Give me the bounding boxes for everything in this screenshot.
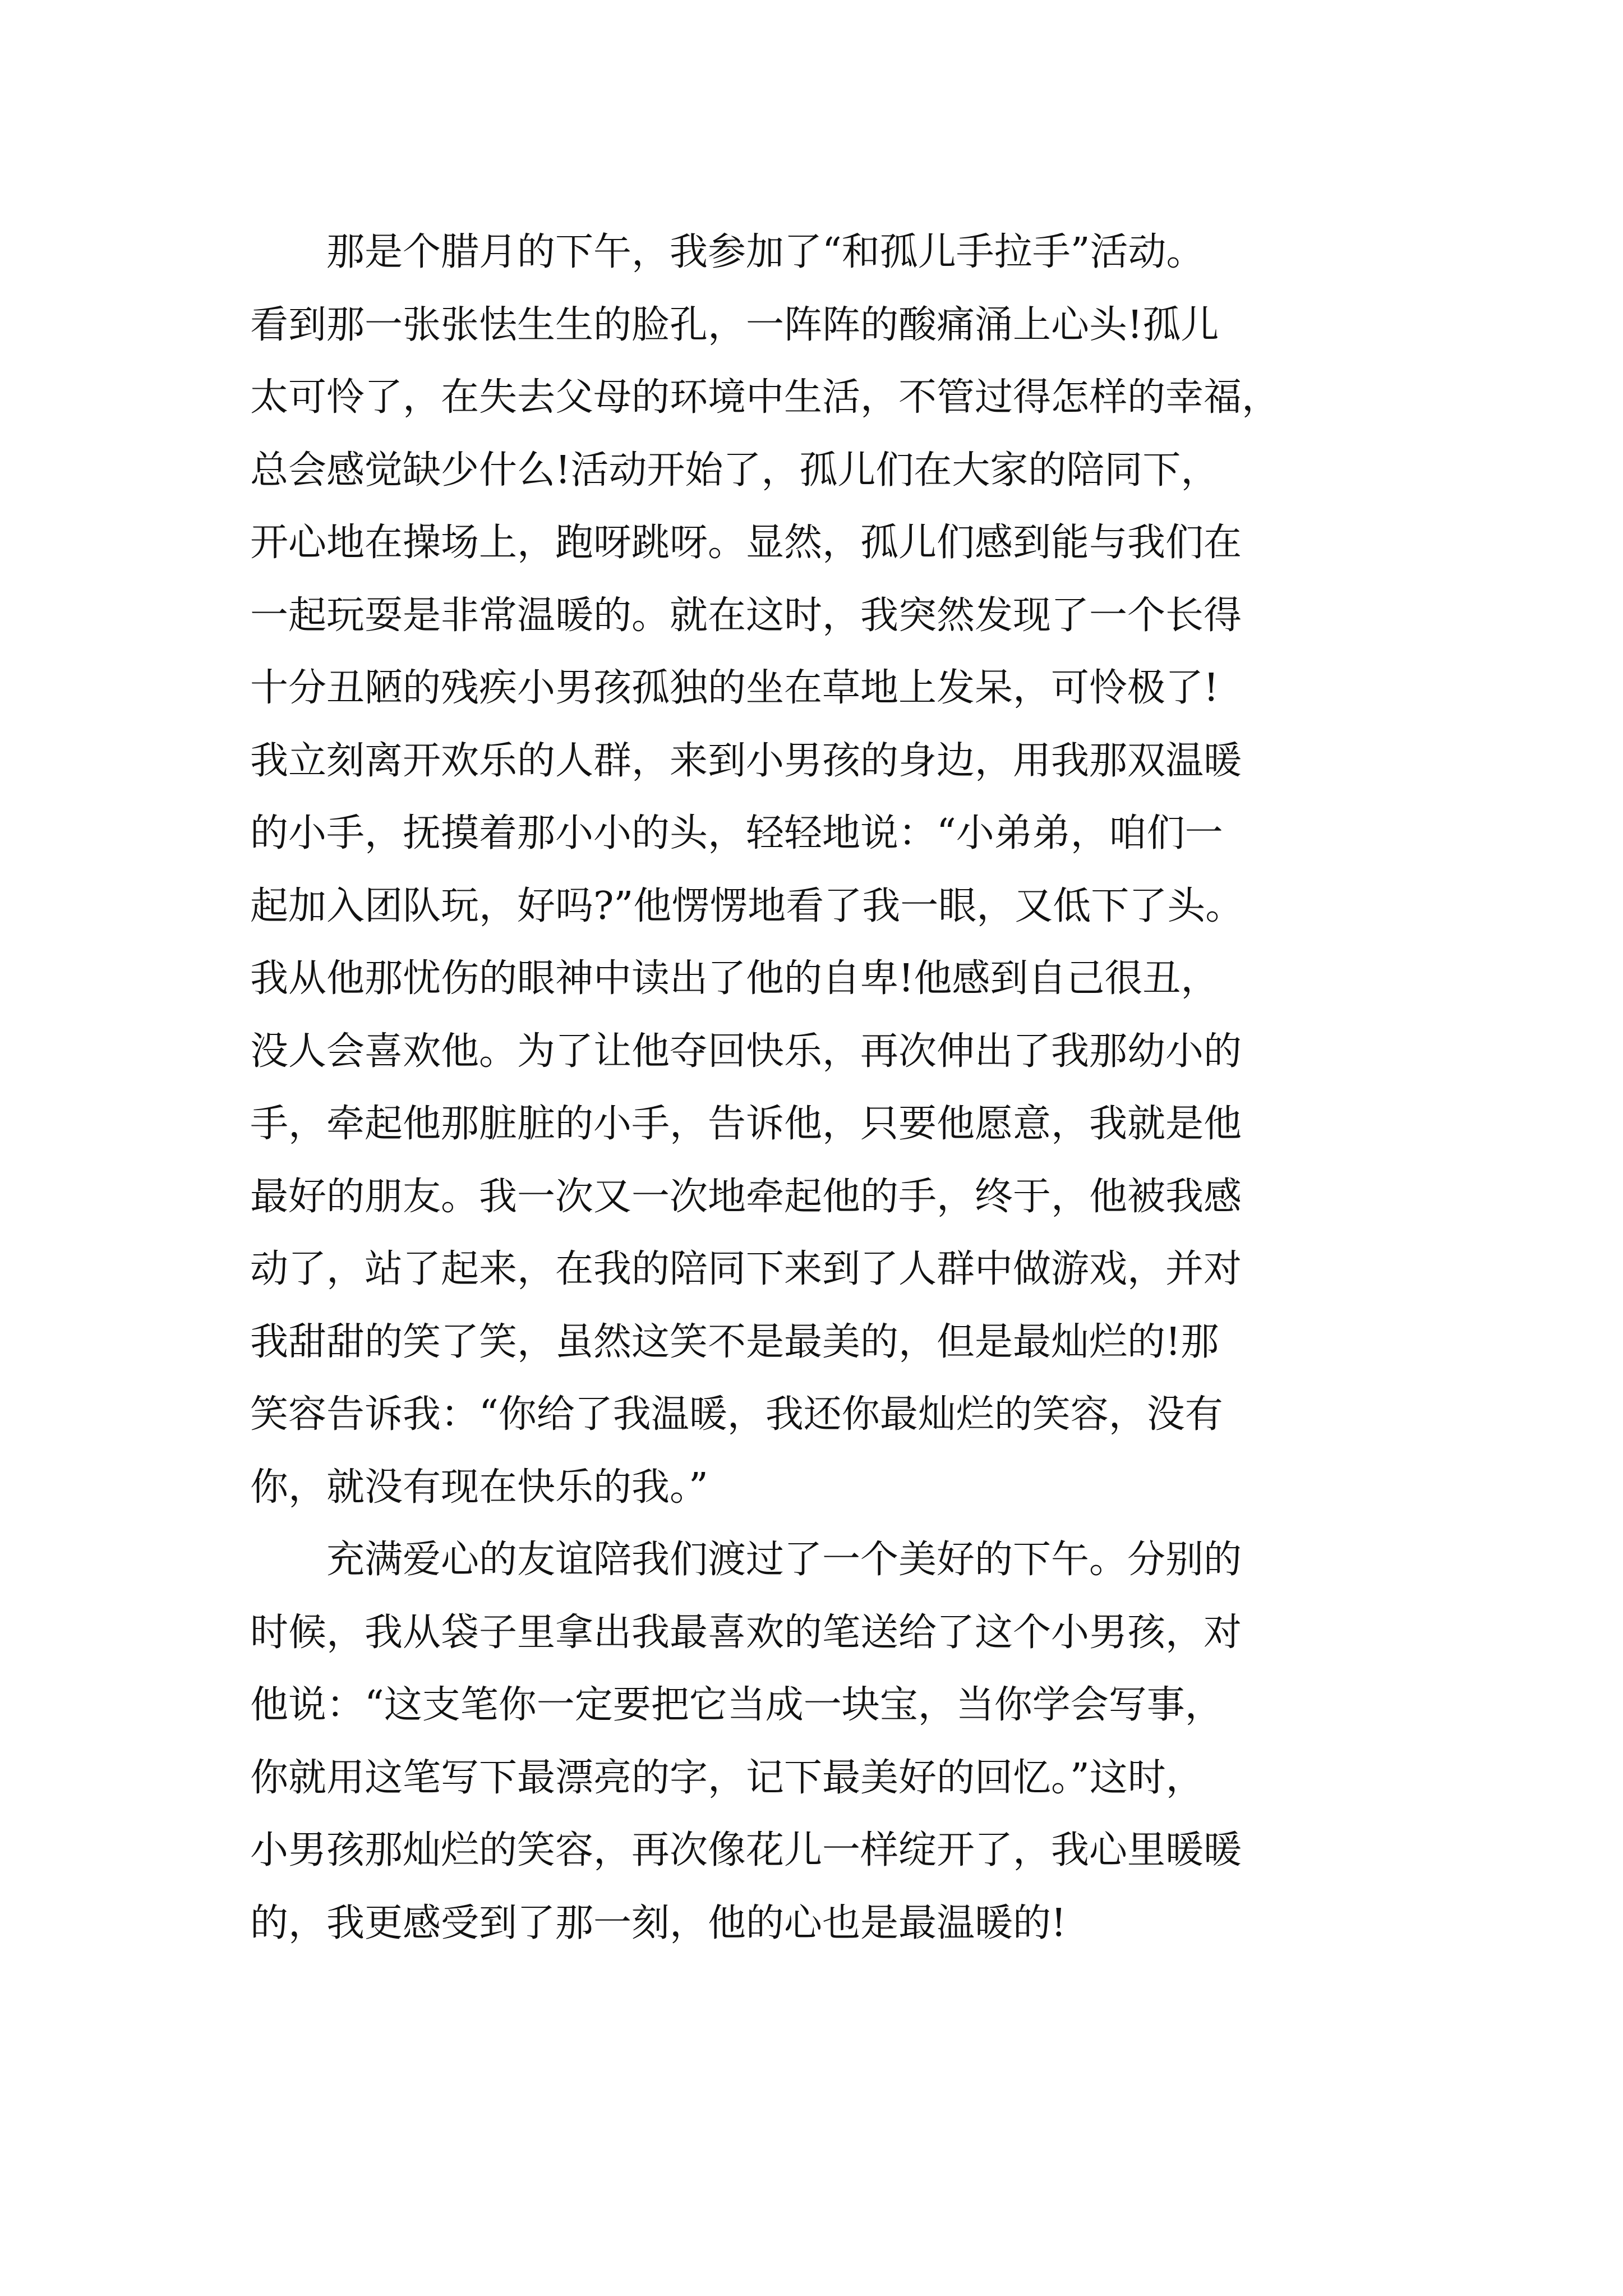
text-line: 看到那一张张怯生生的脸孔，一阵阵的酸痛涌上心头!孤儿 [250, 302, 1219, 347]
text-line: 太可怜了，在失去父母的环境中生活，不管过得怎样的幸福， [250, 375, 1280, 420]
text-line: 那是个腊月的下午，我参加了“和孤儿手拉手”活动。 [326, 230, 1205, 274]
text-line: 没人会喜欢他。为了让他夺回快乐，再次伸出了我那幼小的 [250, 1029, 1242, 1074]
essay-body [250, 216, 1400, 1959]
text-line: 我甜甜的笑了笑，虽然这笑不是最美的，但是最灿烂的!那 [250, 1319, 1219, 1364]
text-line: 开心地在操场上，跑呀跳呀。显然，孤儿们感到能与我们在 [250, 521, 1242, 565]
text-line: 你，就没有现在快乐的我。” [250, 1465, 708, 1510]
text-line: 的，我更感受到了那一刻，他的心也是最温暖的! [250, 1901, 1067, 1945]
text-line: 充满爱心的友谊陪我们渡过了一个美好的下午。分别的 [326, 1538, 1242, 1582]
text-line: 笑容告诉我：“你给了我温暖，我还你最灿烂的笑容，没有 [250, 1392, 1223, 1437]
text-line: 他说：“这支笔你一定要把它当成一块宝，当你学会写事， [250, 1683, 1223, 1727]
text-line: 你就用这笔写下最漂亮的字，记下最美好的回忆。”这时， [250, 1755, 1204, 1800]
text-line: 我从他那忧伤的眼神中读出了他的自卑!他感到自己很丑， [250, 956, 1219, 1001]
text-line: 小男孩那灿烂的笑容，再次像花儿一样绽开了，我心里暖暖 [250, 1828, 1242, 1872]
text-line: 起加入团队玩，好吗?”他愣愣地看了我一眼，又低下了头。 [250, 884, 1244, 928]
text-line: 一起玩耍是非常温暖的。就在这时，我突然发现了一个长得 [250, 593, 1242, 638]
text-line: 手，牵起他那脏脏的小手，告诉他，只要他愿意，我就是他 [250, 1102, 1242, 1146]
text-line: 总会感觉缺少什么!活动开始了，孤儿们在大家的陪同下， [250, 448, 1219, 493]
text-line: 动了，站了起来，在我的陪同下来到了人群中做游戏，并对 [250, 1247, 1242, 1291]
text-line: 的小手，抚摸着那小小的头，轻轻地说：“小弟弟，咱们一 [250, 811, 1223, 855]
text-line: 最好的朋友。我一次又一次地牵起他的手，终于，他被我感 [250, 1174, 1242, 1219]
text-line: 十分丑陋的残疾小男孩孤独的坐在草地上发呆，可怜极了! [250, 666, 1219, 710]
text-line: 我立刻离开欢乐的人群，来到小男孩的身边，用我那双温暖 [250, 738, 1242, 783]
text-line: 时候，我从袋子里拿出我最喜欢的笔送给了这个小男孩，对 [250, 1610, 1242, 1655]
